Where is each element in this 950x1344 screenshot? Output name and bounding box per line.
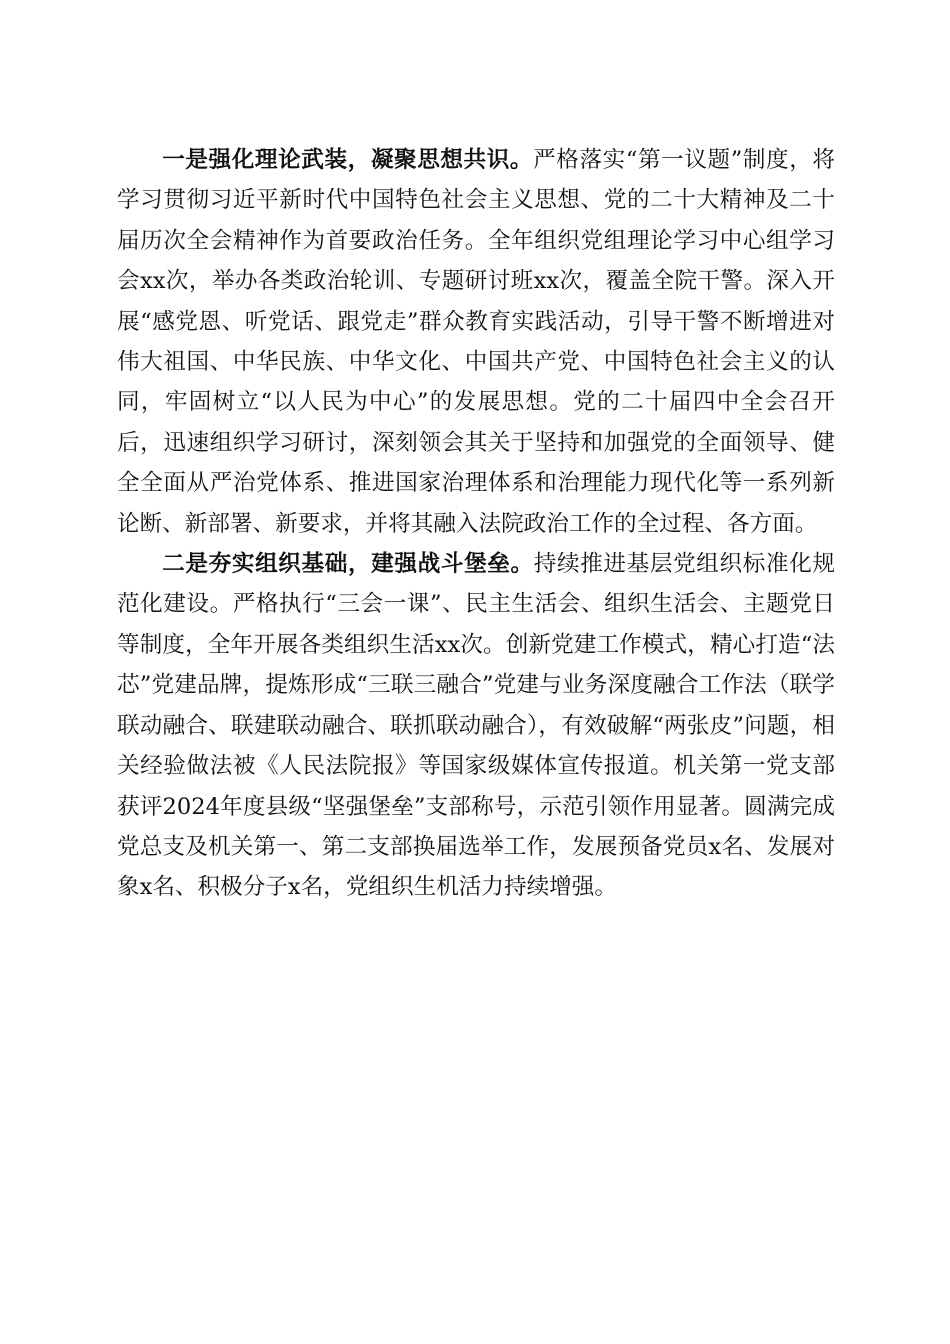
paragraph-organization-building [117,544,835,908]
paragraph-text-organization-building: 持续推进基层党组织标准化规范化建设。严格执行“三会一课”、民主生活会、组织生活会、主题党日等制度，全年开展各类组织生活xx次。创新党建工作模式，精心打造“法芯”党建品牌，提炼形成“三联三融合”党建与业务深度融合工作法（联学联动融合、联建联动融合、联抓联动融合），有效破解“两张皮”问题，相关经验做法被《人民法院报》等国家级媒体宣传报道。机关第一党支部获评2024年度县级“坚强堡垒”支部称号，示范引领作用显著。圆满完成党总支及机关第一、第二支部换届选举工作，发展预备党员x名、发展对象x名、积极分子x名，党组织生机活力持续增强。 [117,551,836,901]
paragraph-heading-organization-building: 二是夯实组织基础，建强战斗堡垒。 [162,551,534,578]
paragraph-heading-theory-study: 一是强化理论武装，凝聚思想共识。 [162,147,534,173]
paragraph-theory-study [117,140,835,544]
paragraph-text-theory-study: 严格落实“第一议题”制度，将学习贯彻习近平新时代中国特色社会主义思想、党的二十大精神及二十届历次全会精神作为首要政治任务。全年组织党组理论学习中心组学习会xx次，举办各类政治轮训、专题研讨班xx次，覆盖全院干警。深入开展“感党恩、听党话、跟党走”群众教育实践活动，引导干警不断增进对伟大祖国、中华民族、中华文化、中国共产党、中国特色社会主义的认同，牢固树立“以人民为中心”的发展思想。党的二十届四中全会召开后，迅速组织学习研讨，深刻领会其关于坚持和加强党的全面领导、健全全面从严治党体系、推进国家治理体系和治理能力现代化等一系列新论断、新部署、新要求，并将其融入法院政治工作的全过程、各方面。 [117,147,836,537]
document-body [117,140,835,908]
